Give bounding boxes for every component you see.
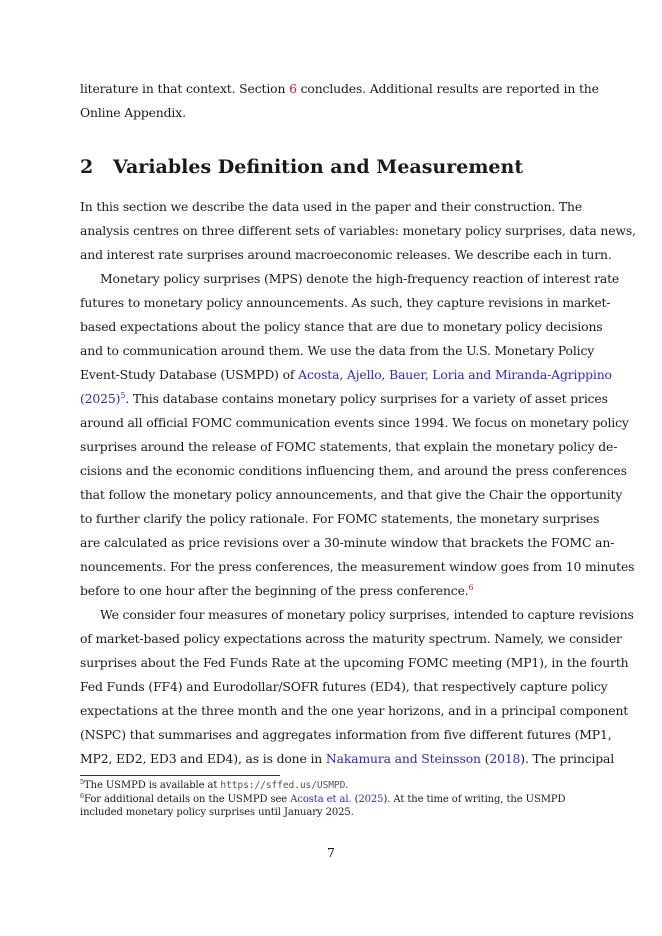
p1-line-1: In this section we describe the data used in the paper and their construction. The	[80, 199, 582, 214]
p3-line-1: We consider four measures of monetary policy surprises, intended to capture revisions	[100, 607, 634, 622]
p2-line-10: that follow the monetary policy announcements, and that give the Chair the opportunity	[80, 487, 623, 502]
p3-line-6: (NSPC) that summarises and aggregates information from five different futures (MP1,	[80, 727, 612, 742]
p3-line-2: of market-based policy expectations across the maturity spectrum. Namely, we consider	[80, 631, 622, 646]
page-number: 7	[327, 845, 335, 860]
footnote-5: $^5$The USMPD is available at https://sffed.us/USMPD.	[80, 778, 349, 791]
citation-acosta-et-al-year[interactable]: 2025	[358, 794, 384, 805]
footnote-5-marker[interactable]: 5	[120, 391, 126, 400]
p2-line-3: based expectations about the policy stance that are due to monetary policy decisions	[80, 319, 603, 334]
p2-line-1: Monetary policy surprises (MPS) denote the high-frequency reaction of interest rate	[100, 271, 620, 286]
p2-line-7: around all official FOMC communication events since 1994. We focus on monetary policy	[80, 415, 629, 430]
section-title: Variables Definition and Measurement	[113, 156, 524, 178]
p2-line-2: futures to monetary policy announcements. As such, they capture revisions in market-	[80, 295, 611, 310]
p1-line-2: analysis centres on three different sets of variables: monetary policy surprises, data news,	[80, 223, 636, 238]
footnote-6-line-2: included monetary policy surprises until January 2025.	[80, 807, 354, 818]
citation-acosta-2025[interactable]: Acosta, Ajello, Bauer, Loria and Miranda-Agrippino	[298, 367, 612, 382]
citation-nakamura-steinsson[interactable]: Nakamura and Steinsson	[325, 751, 481, 766]
citation-acosta-et-al[interactable]: Acosta et al.	[290, 794, 352, 805]
p3-line-4: Fed Funds (FF4) and Eurodollar/SOFR futures (ED4), that respectively capture policy	[80, 679, 608, 694]
p2-line-8: surprises around the release of FOMC statements, that explain the monetary policy de-	[80, 439, 618, 454]
p2-line-5: Event-Study Database (USMPD) of Acosta, Ajello, Bauer, Loria and Miranda-Agrippino	[80, 367, 612, 382]
p3-line-3: surprises about the Fed Funds Rate at the upcoming FOMC meeting (MP1), in the fourth	[80, 655, 629, 670]
p3-line-7: MP2, ED2, ED3 and ED4), as is done in Nakamura and Steinsson (2018). The principal	[80, 751, 615, 766]
citation-nakamura-steinsson-year[interactable]: 2018	[489, 751, 521, 766]
p3-line-5: expectations at the three month and the one year horizons, and in a principal component	[80, 703, 629, 718]
p2-line-9: cisions and the economic conditions influencing them, and around the press conferences	[80, 463, 627, 478]
intro-line-1: literature in that context. Section 6 concludes. Additional results are reported in the	[80, 81, 599, 96]
p2-line-12: are calculated as price revisions over a 30-minute window that brackets the FOMC an-	[80, 535, 615, 550]
footnote-6-marker[interactable]: 6	[468, 583, 474, 592]
p2-line-11: to further clarify the policy rationale. For FOMC statements, the monetary surprises	[80, 511, 600, 526]
citation-acosta-2025-year[interactable]: (2025)	[80, 391, 121, 406]
p2-line-6: (2025)$^5$. This database contains monetary policy surprises for a variety of asset prices	[80, 391, 608, 406]
intro-line-2: Online Appendix.	[80, 105, 186, 120]
section-6-ref-link[interactable]: 6	[289, 81, 297, 96]
section-number: 2	[80, 156, 94, 178]
footnote-rule	[80, 775, 280, 776]
section-heading	[80, 155, 523, 179]
p2-line-14: before to one hour after the beginning of the press conference.$^6$	[80, 583, 474, 598]
p2-line-13: nouncements. For the press conferences, the measurement window goes from 10 minutes	[80, 559, 635, 574]
p2-line-4: and to communication around them. We use the data from the U.S. Monetary Policy	[80, 343, 595, 358]
p1-line-3: and interest rate surprises around macroeconomic releases. We describe each in turn.	[80, 247, 612, 262]
footnote-6: $^6$For additional details on the USMPD see Acosta et al. (2025). At the time of writing, the USMPD	[80, 792, 566, 805]
usmpd-url-link[interactable]: https://sffed.us/USMPD	[220, 780, 346, 791]
